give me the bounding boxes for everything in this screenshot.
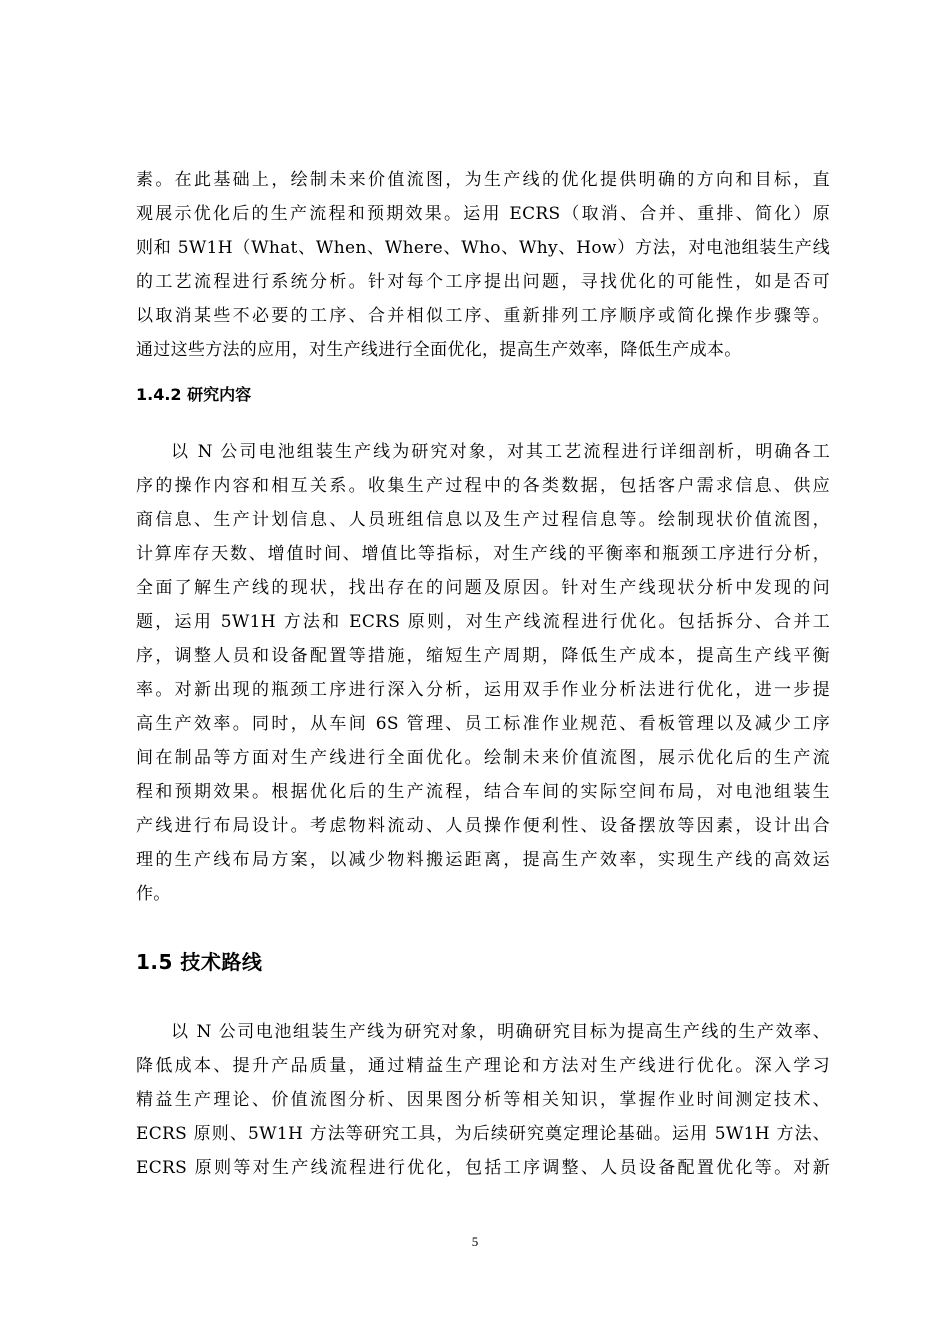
- paragraph-line: 序的操作内容和相互关系。收集生产过程中的各类数据，包括客户需求信息、供应: [136, 476, 830, 496]
- paragraph-line: 题，运用 5W1H 方法和 ECRS 原则，对生产线流程进行优化。包括拆分、合并工: [136, 612, 830, 632]
- paragraph-line: ECRS 原则、5W1H 方法等研究工具，为后续研究奠定理论基础。运用 5W1H 方法、: [136, 1124, 830, 1144]
- paragraph-line: 精益生产理论、价值流图分析、因果图分析等相关知识，掌握作业时间测定技术、: [136, 1090, 830, 1110]
- paragraph-line: 通过这些方法的应用，对生产线进行全面优化，提高生产效率，降低生产成本。: [136, 340, 742, 360]
- paragraph-line: 商信息、生产计划信息、人员班组信息以及生产过程信息等。绘制现状价值流图，: [136, 510, 830, 530]
- paragraph-line: 序，调整人员和设备配置等措施，缩短生产周期，降低生产成本，提高生产线平衡: [136, 646, 830, 666]
- paragraph-technical-route: [136, 1015, 830, 1185]
- paragraph-line: 间在制品等方面对生产线进行全面优化。绘制未来价值流图，展示优化后的生产流: [136, 748, 830, 768]
- paragraph-line: 以 N 公司电池组装生产线为研究对象，对其工艺流程进行详细剖析，明确各工: [171, 442, 830, 462]
- paragraph-line: 以取消某些不必要的工序、合并相似工序、重新排列工序顺序或简化操作步骤等。: [136, 306, 830, 326]
- section-heading-1-5: 1.5 技术路线: [136, 950, 263, 974]
- section-heading-1-4-2: 1.4.2 研究内容: [136, 385, 252, 404]
- paragraph-line: 率。对新出现的瓶颈工序进行深入分析，运用双手作业分析法进行优化，进一步提: [136, 680, 830, 700]
- paragraph-line: 作。: [136, 884, 171, 904]
- paragraph-continuation: [136, 163, 830, 367]
- paragraph-line: 的工艺流程进行系统分析。针对每个工序提出问题，寻找优化的可能性，如是否可: [136, 272, 830, 292]
- paragraph-line: 降低成本、提升产品质量，通过精益生产理论和方法对生产线进行优化。深入学习: [136, 1056, 830, 1076]
- paragraph-research-content: [136, 435, 830, 911]
- paragraph-line: 则和 5W1H（What、When、Where、Who、Why、How）方法，对电池组装生产线: [136, 238, 830, 258]
- paragraph-line: 全面了解生产线的现状，找出存在的问题及原因。针对生产线现状分析中发现的问: [136, 578, 830, 598]
- paragraph-line: 产线进行布局设计。考虑物料流动、人员操作便利性、设备摆放等因素，设计出合: [136, 816, 830, 836]
- page-number: 5: [471, 1234, 479, 1249]
- paragraph-line: 以 N 公司电池组装生产线为研究对象，明确研究目标为提高生产线的生产效率、: [171, 1022, 830, 1042]
- paragraph-line: 高生产效率。同时，从车间 6S 管理、员工标准作业规范、看板管理以及减少工序: [136, 714, 830, 734]
- paragraph-line: 理的生产线布局方案，以减少物料搬运距离，提高生产效率，实现生产线的高效运: [136, 850, 830, 870]
- paragraph-line: 计算库存天数、增值时间、增值比等指标，对生产线的平衡率和瓶颈工序进行分析，: [136, 544, 830, 564]
- paragraph-line: 程和预期效果。根据优化后的生产流程，结合车间的实际空间布局，对电池组装生: [136, 782, 830, 802]
- paragraph-line: 观展示优化后的生产流程和预期效果。运用 ECRS（取消、合并、重排、简化）原: [136, 204, 830, 224]
- paragraph-line: 素。在此基础上，绘制未来价值流图，为生产线的优化提供明确的方向和目标，直: [136, 170, 830, 190]
- paragraph-line: ECRS 原则等对生产线流程进行优化，包括工序调整、人员设备配置优化等。对新: [136, 1158, 830, 1178]
